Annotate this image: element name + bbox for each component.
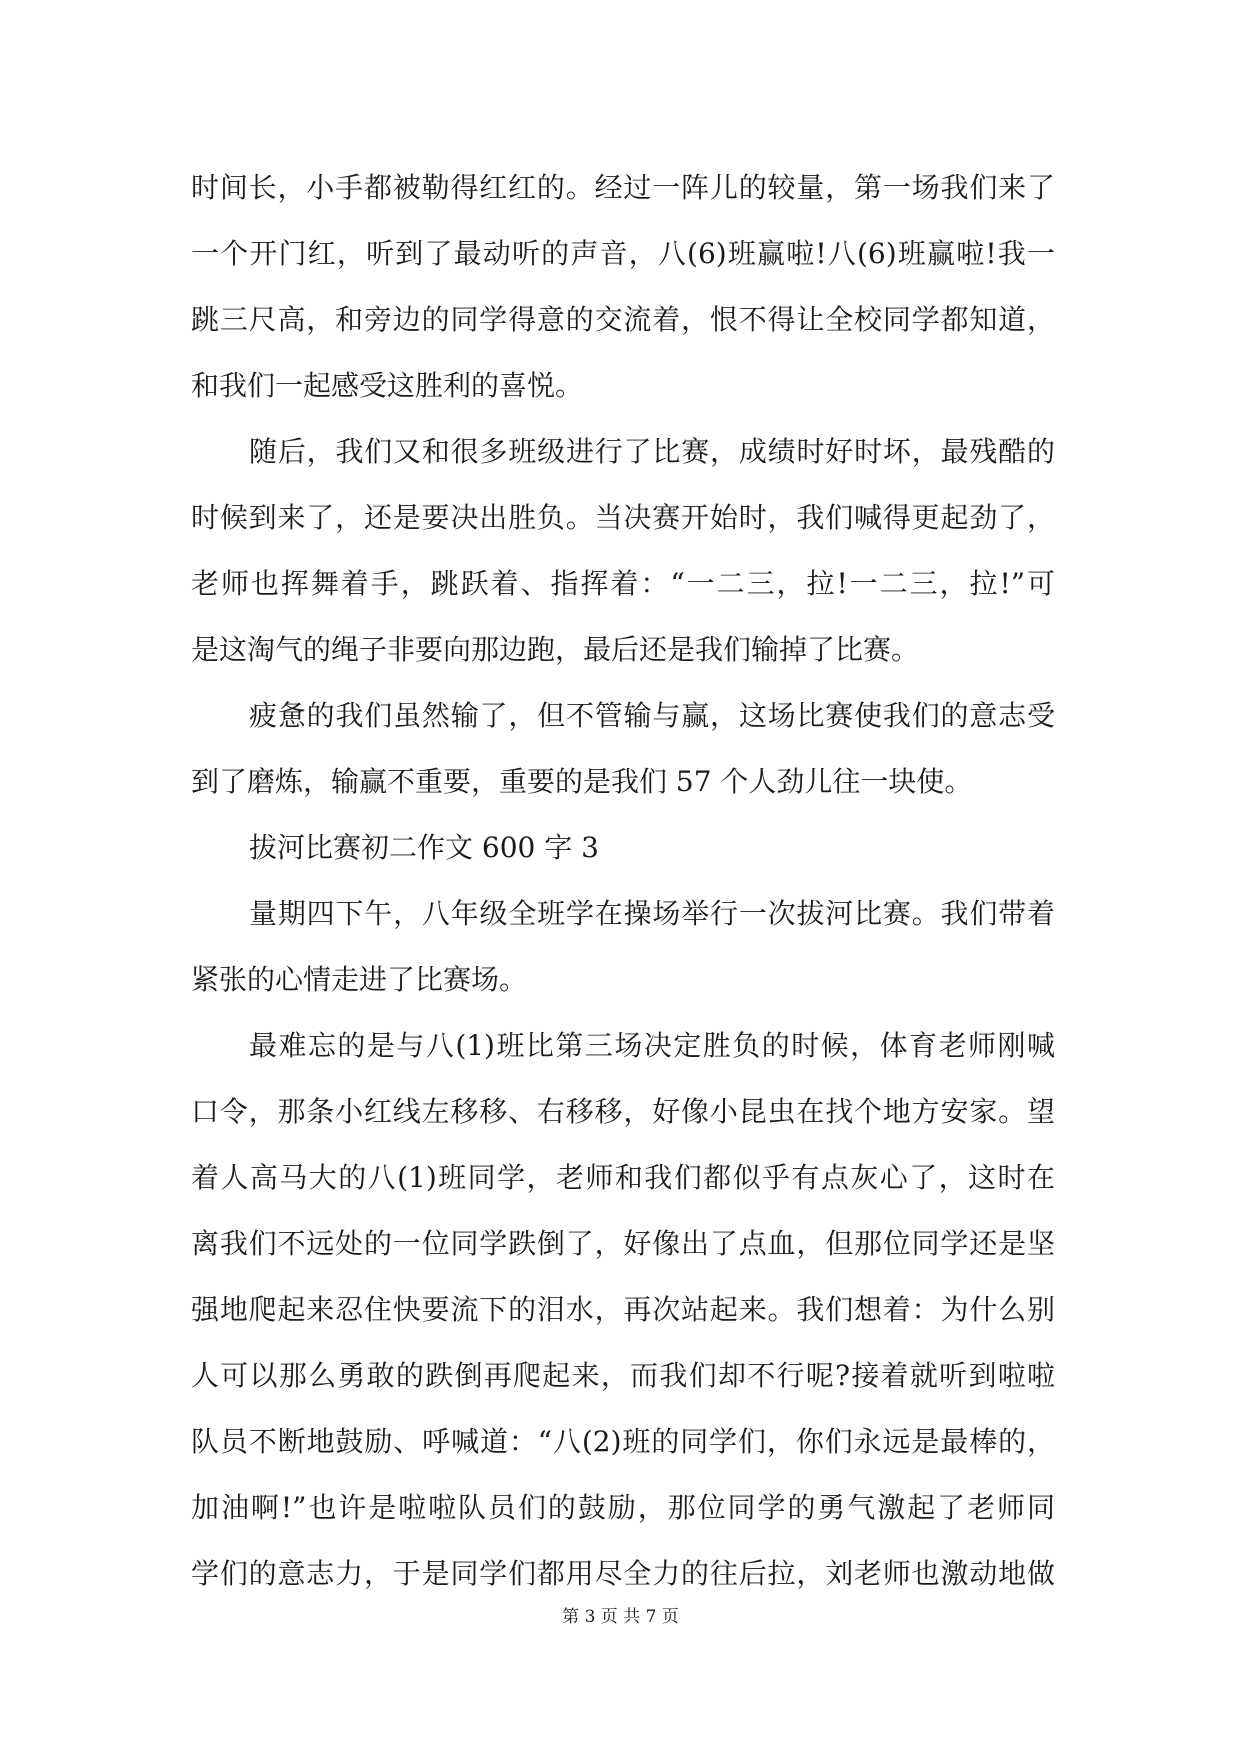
text-line: 跳三尺高，和旁边的同学得意的交流着，恨不得让全校同学都知道， [191,303,1055,336]
paragraph-first-line: 疲惫的我们虽然输了，但不管输与赢，这场比赛使我们的意志受 [249,699,1055,732]
text-line: 加油啊!”也许是啦啦队员们的鼓励，那位同学的勇气激起了老师同 [191,1491,1055,1524]
paragraph-first-line: 随后，我们又和很多班级进行了比赛，成绩时好时坏，最残酷的 [249,435,1055,468]
text-line: 时间长，小手都被勒得红红的。经过一阵儿的较量，第一场我们来了 [191,171,1055,204]
text-line: 是这淘气的绳子非要向那边跑，最后还是我们输掉了比赛。 [191,633,920,666]
text-line: 老师也挥舞着手，跳跃着、指挥着：“一二三，拉!一二三，拉!”可 [191,567,1055,600]
text-line: 一个开门红，听到了最动听的声音，八(6)班赢啦!八(6)班赢啦!我一 [191,237,1055,270]
text-line: 人可以那么勇敢的跌倒再爬起来，而我们却不行呢?接着就听到啦啦 [191,1359,1055,1392]
paragraph-first-line: 量期四下午，八年级全班学在操场举行一次拔河比赛。我们带着 [249,897,1055,930]
page-number-footer: 第 3 页 共 7 页 [562,1607,679,1627]
text-line: 着人高马大的八(1)班同学，老师和我们都似乎有点灰心了，这时在 [191,1161,1055,1194]
document-body [191,155,1055,1607]
text-line: 紧张的心情走进了比赛场。 [191,963,528,996]
text-line: 学们的意志力，于是同学们都用尽全力的往后拉，刘老师也激动地做 [191,1557,1055,1590]
text-line: 离我们不远处的一位同学跌倒了，好像出了点血，但那位同学还是坚 [191,1227,1055,1260]
text-line: 强地爬起来忍住快要流下的泪水，再次站起来。我们想着：为什么别 [191,1293,1055,1326]
paragraph-first-line: 最难忘的是与八(1)班比第三场决定胜负的时候，体育老师刚喊 [249,1029,1055,1062]
text-line: 口令，那条小红线左移移、右移移，好像小昆虫在找个地方安家。望 [191,1095,1055,1128]
text-line: 到了磨炼，输赢不重要，重要的是我们 57 个人劲儿往一块使。 [191,765,973,798]
section-heading: 拔河比赛初二作文 600 字 3 [249,831,599,864]
text-line: 队员不断地鼓励、呼喊道：“八(2)班的同学们，你们永远是最棒的， [191,1425,1055,1458]
text-line: 和我们一起感受这胜利的喜悦。 [191,369,584,402]
text-line: 时候到来了，还是要决出胜负。当决赛开始时，我们喊得更起劲了， [191,501,1055,534]
